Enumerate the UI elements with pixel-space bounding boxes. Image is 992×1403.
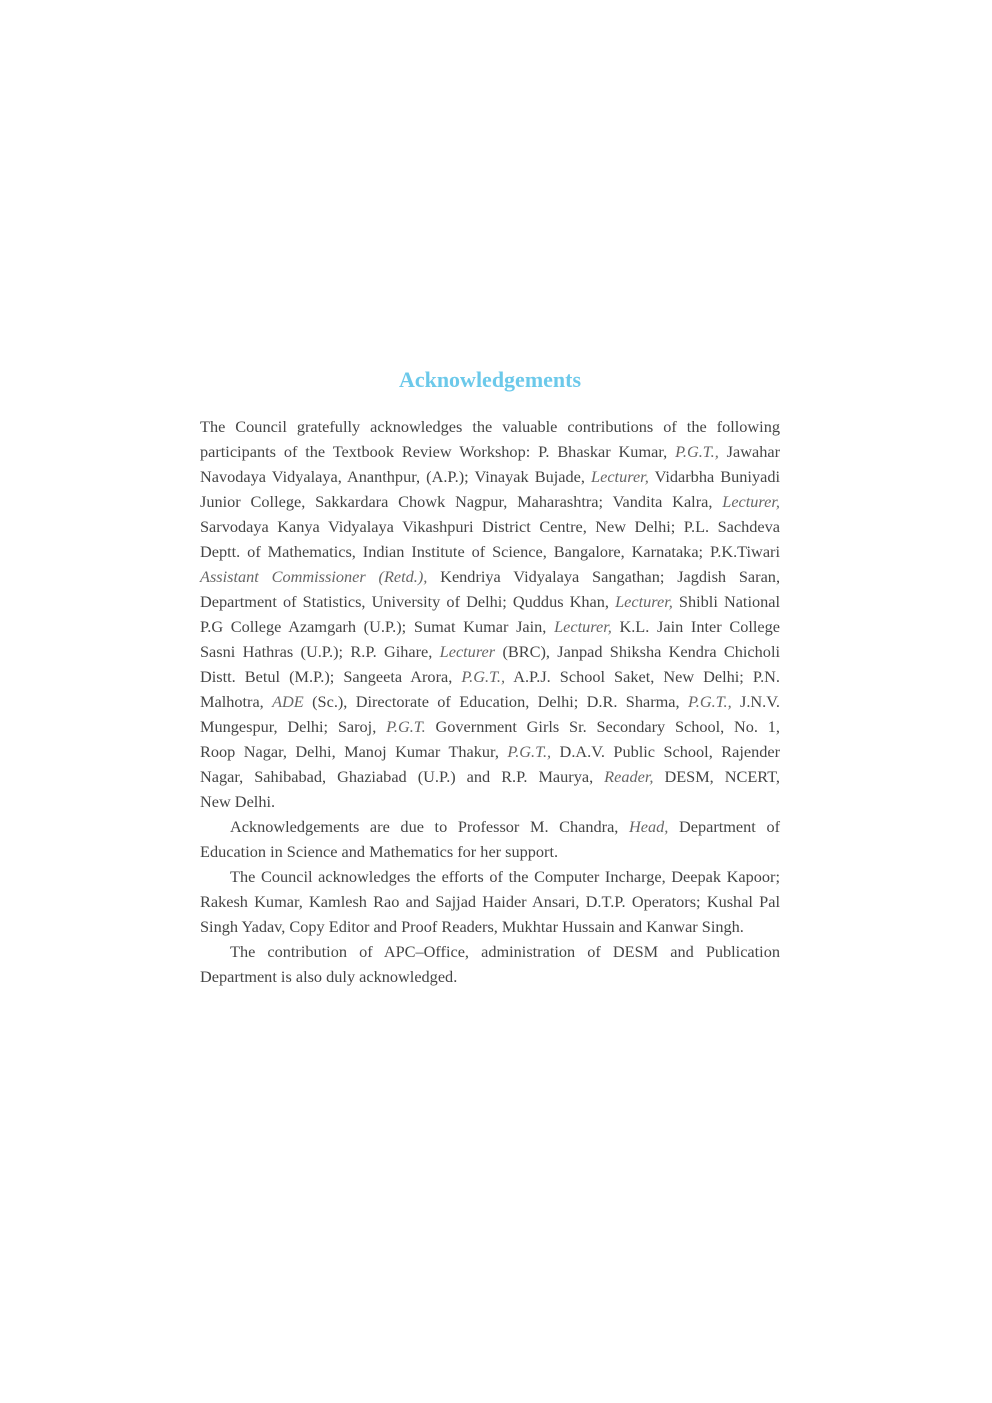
body-text: A.P.J. School Saket, New Delhi; P.N. — [505, 667, 780, 686]
body-text: The contribution of APC–Office, administration of DESM and Publication — [230, 942, 780, 961]
body-text: Rakesh Kumar, Kamlesh Rao and Sajjad Haider Ansari, D.T.P. Operators; Kushal Pal — [200, 892, 780, 911]
text-line — [200, 414, 780, 439]
body-text: Mungespur, Delhi; Saroj, — [200, 717, 387, 736]
body-text: K.L. Jain Inter College — [611, 617, 780, 636]
body-text: The Council gratefully acknowledges the valuable contributions of the following — [200, 417, 780, 436]
designation-text: ADE — [272, 692, 304, 711]
designation-text: Lecturer, — [591, 467, 649, 486]
body-text: Acknowledgements are due to Professor M. Chandra, — [230, 817, 629, 836]
text-line — [200, 464, 780, 489]
body-text: Roop Nagar, Delhi, Manoj Kumar Thakur, — [200, 742, 508, 761]
body-text: Distt. Betul (M.P.); Sangeeta Arora, — [200, 667, 462, 686]
designation-text: Assistant Commissioner (Retd.), — [200, 567, 428, 586]
body-text: Malhotra, — [200, 692, 273, 711]
body-text: Junior College, Sakkardara Chowk Nagpur, Maharashtra; Vandita Kalra, — [200, 492, 723, 511]
designation-text: Lecturer, — [554, 617, 612, 636]
text-line — [200, 889, 780, 914]
designation-text: P.G.T., — [461, 667, 506, 686]
body-text: The Council acknowledges the efforts of the Computer Incharge, Deepak Kapoor; — [230, 867, 780, 886]
body-text: Department of Statistics, University of Delhi; Quddus Khan, — [200, 592, 616, 611]
text-line — [200, 439, 780, 464]
designation-text: P.G.T., — [507, 742, 552, 761]
text-line — [200, 764, 780, 789]
text-line — [200, 639, 780, 664]
designation-text: P.G.T. — [386, 717, 426, 736]
body-text: P.G College Azamgarh (U.P.); Sumat Kumar Jain, — [200, 617, 555, 636]
body-text: Deptt. of Mathematics, Indian Institute of Science, Bangalore, Karnataka; P.K.Tiwari — [200, 542, 780, 561]
body-text: DESM, NCERT, — [653, 767, 780, 786]
body-text: Vidarbha Buniyadi — [648, 467, 780, 486]
designation-text: Head, — [629, 817, 669, 836]
body-text: Nagar, Sahibabad, Ghaziabad (U.P.) and R.P. Maurya, — [200, 767, 605, 786]
paragraph — [200, 814, 780, 864]
body-text: J.N.V. — [731, 692, 780, 711]
text-line — [200, 514, 780, 539]
body-text: Navodaya Vidyalaya, Ananthpur, (A.P.); Vinayak Bujade, — [200, 467, 592, 486]
text-line — [200, 664, 780, 689]
text-line — [200, 539, 780, 564]
designation-text: P.G.T., — [687, 692, 732, 711]
designation-text: Lecturer, — [615, 592, 673, 611]
body-text: Sarvodaya Kanya Vidyalaya Vikashpuri District Centre, New Delhi; P.L. Sachdeva — [200, 517, 780, 536]
designation-text: Reader, — [604, 767, 654, 786]
acknowledgements-body — [200, 414, 780, 989]
paragraph — [200, 864, 780, 939]
body-text: participants of the Textbook Review Workshop: P. Bhaskar Kumar, — [200, 442, 676, 461]
text-line — [200, 589, 780, 614]
body-text: Department of — [668, 817, 781, 836]
body-text: Singh Yadav, Copy Editor and Proof Readers, Mukhtar Hussain and Kanwar Singh. — [200, 917, 744, 936]
body-text: New Delhi. — [200, 792, 276, 811]
body-text: D.A.V. Public School, Rajender — [551, 742, 780, 761]
text-line — [200, 864, 780, 889]
body-text: Shibli National — [672, 592, 781, 611]
body-text: Jawahar — [718, 442, 781, 461]
text-line — [200, 489, 780, 514]
body-text: Education in Science and Mathematics for her support. — [200, 842, 559, 861]
body-text: Sasni Hathras (U.P.); R.P. Gihare, — [200, 642, 440, 661]
text-line — [200, 564, 780, 589]
text-line — [200, 964, 780, 989]
text-line — [200, 839, 780, 864]
text-line — [200, 714, 780, 739]
text-line — [200, 614, 780, 639]
body-text: Government Girls Sr. Secondary School, No. 1, — [425, 717, 780, 736]
body-text: Department is also duly acknowledged. — [200, 967, 458, 986]
text-line — [200, 939, 780, 964]
body-text: Kendriya Vidyalaya Sangathan; Jagdish Saran, — [427, 567, 781, 586]
designation-text: Lecturer, — [722, 492, 780, 511]
text-line — [200, 789, 780, 814]
page-title: Acknowledgements — [398, 367, 582, 392]
designation-text: P.G.T., — [675, 442, 719, 461]
paragraph — [200, 939, 780, 989]
text-line — [200, 914, 780, 939]
body-text: (BRC), Janpad Shiksha Kendra Chicholi — [495, 642, 780, 661]
text-line — [200, 814, 780, 839]
text-line — [200, 739, 780, 764]
paragraph — [200, 414, 780, 814]
designation-text: Lecturer — [439, 642, 496, 661]
text-line — [200, 689, 780, 714]
body-text: (Sc.), Directorate of Education, Delhi; D.R. Sharma, — [303, 692, 688, 711]
